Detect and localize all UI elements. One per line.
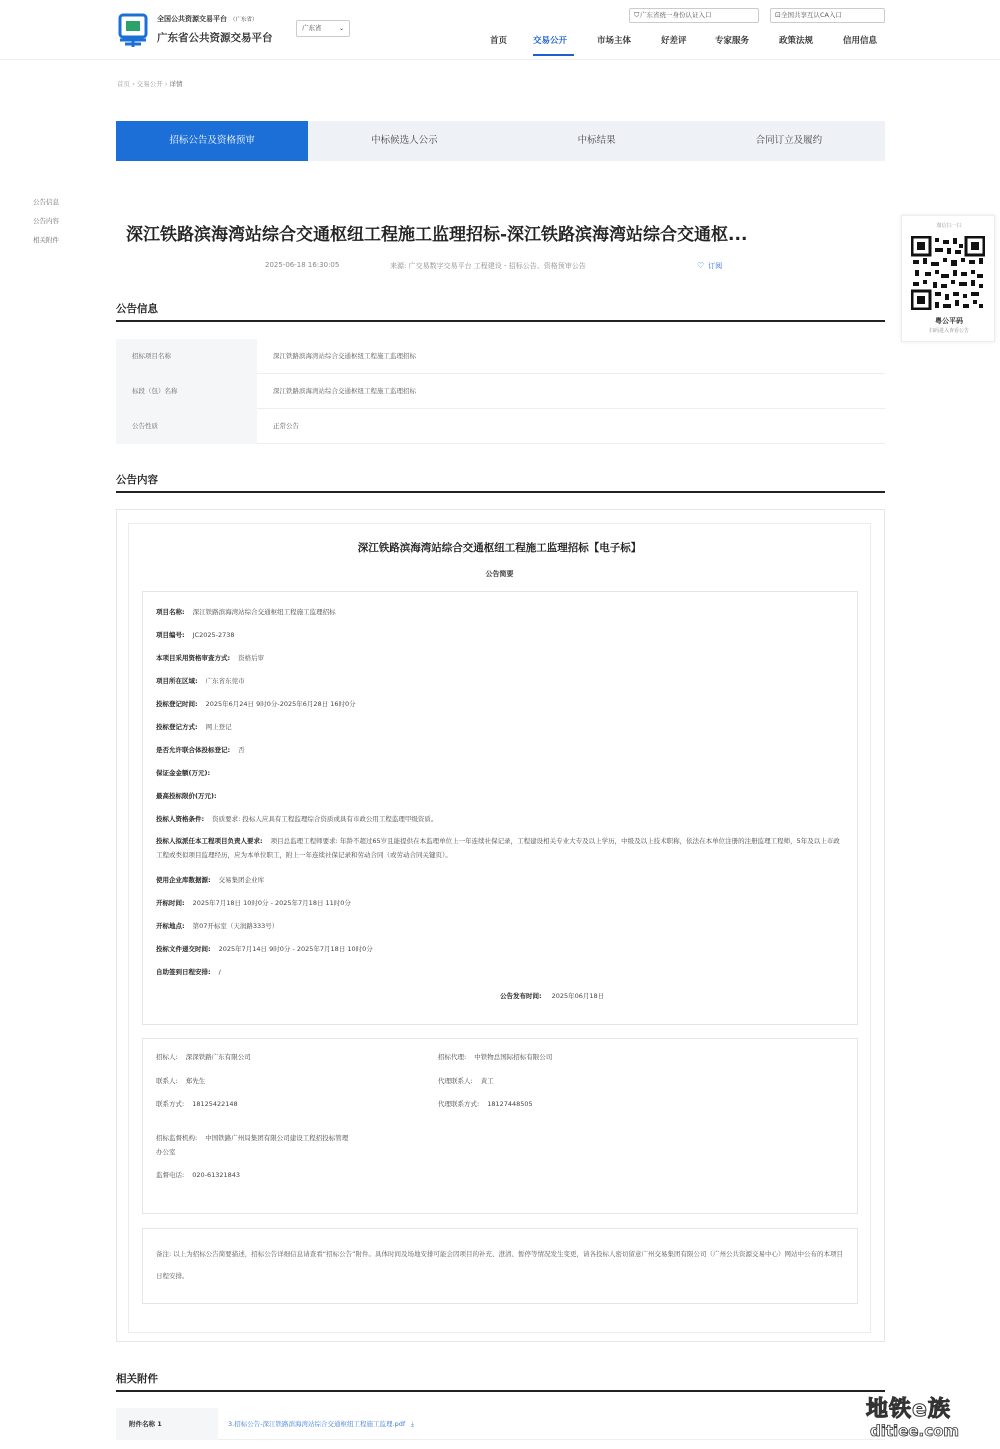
- tenderer: [156, 1052, 251, 1061]
- download-icon[interactable]: ⤓: [411, 1420, 415, 1428]
- info-row-key: 招标项目名称: [116, 339, 257, 374]
- tab-tender-notice[interactable]: 招标公告及资格预审: [116, 121, 308, 161]
- summary-line: [156, 814, 437, 823]
- summary-line: [156, 745, 245, 754]
- info-row-value: 深江铁路滨海湾站综合交通枢纽工程施工监理招标: [273, 352, 416, 360]
- attachment-row: [116, 1408, 885, 1440]
- gd-identity-auth-button[interactable]: [629, 8, 759, 23]
- site-subtitle-text: 全国公共资源交易平台: [157, 15, 227, 23]
- tenderer-label: 招标人:: [156, 1053, 178, 1061]
- manager-requirement-text: 项目总监理工程师要求: 年龄不超过65岁且能提供在本监理单位上一年连续社保记录，工程建设相关专业大专及以上学历，中级及以上技术职称，依法在本单位注册的注册监理工程师，5年及以上市政工程或类似项目监理经历，应为本单位职工，附上一年连续社保记录和劳动合同（或劳动合同关键页）。: [156, 837, 840, 859]
- tenderer-value: 深深铁路广东有限公司: [185, 1053, 251, 1061]
- summary-line-label: 本项目采用资格审查方式:: [156, 654, 231, 662]
- summary-line: [156, 676, 245, 685]
- agency-label: 招标代理:: [438, 1053, 467, 1061]
- supervisor-line2: 办公室: [156, 1148, 176, 1156]
- summary-line-label: 投标登记时间:: [156, 700, 198, 708]
- agency-value: 中铁物总国际招标有限公司: [474, 1053, 553, 1061]
- qr-top-label: 微信扫一扫: [936, 223, 962, 229]
- summary-line-value: /: [218, 968, 221, 976]
- summary-line: [156, 875, 264, 884]
- contact-person: [156, 1076, 205, 1085]
- tab-contract[interactable]: 合同订立及履约: [755, 135, 823, 146]
- manager-requirement-label: 投标人拟派任本工程项目负责人要求:: [156, 837, 263, 845]
- agency-phone: [438, 1099, 533, 1108]
- province-value: 广东省: [302, 24, 322, 32]
- summary-line-label: 项目编号:: [156, 631, 185, 639]
- heart-icon: ♡: [697, 261, 705, 270]
- summary-line-value: 2025年7月18日 10时0分 - 2025年7月18日 11时0分: [192, 899, 351, 907]
- page-title: 深江铁路滨海湾站综合交通枢纽工程施工监理招标-深江铁路滨海湾站综合交通枢...: [126, 225, 748, 245]
- agency-contact-label: 代理联系人:: [438, 1077, 473, 1085]
- qr-code-icon: [911, 236, 985, 310]
- info-row-key: 公告性质: [116, 409, 257, 444]
- agency-phone-value: 18127448505: [487, 1100, 533, 1108]
- summary-line: [156, 967, 221, 976]
- summary-line: [156, 722, 232, 731]
- summary-line-value: 交易集团企业库: [218, 876, 265, 884]
- shield-icon: ⛉: [634, 11, 640, 19]
- summary-line-value: 否: [238, 746, 245, 754]
- announcement-subtitle: 公告简要: [485, 570, 514, 578]
- supervisor-value: 中国铁路广州局集团有限公司建设工程招投标管理: [205, 1134, 349, 1142]
- site-logo[interactable]: [117, 12, 149, 48]
- summary-line-value: 网上登记: [205, 723, 232, 731]
- nav-active-indicator: [533, 54, 574, 56]
- gd-identity-auth-label: 广东省统一身份认证入口: [640, 11, 712, 19]
- summary-line-label: 项目名称:: [156, 608, 185, 616]
- publish-date-value: 2025年06月18日: [551, 992, 605, 1000]
- info-row: [116, 339, 885, 374]
- summary-line: [156, 607, 336, 616]
- site-header: [0, 0, 1000, 60]
- site-subtitle: [157, 14, 258, 24]
- nav-market-entity[interactable]: 市场主体: [597, 36, 632, 46]
- subscribe-button[interactable]: [697, 261, 722, 271]
- nav-trade-public[interactable]: 交易公开: [533, 36, 568, 46]
- site-subtitle-tag: （广东省）: [230, 17, 258, 23]
- agency: [438, 1052, 552, 1061]
- summary-line-label: 投标登记方式:: [156, 723, 198, 731]
- breadcrumb-separator: ›: [132, 80, 137, 88]
- watermark-url: ditiee.com: [870, 1422, 960, 1440]
- summary-line: [156, 944, 373, 953]
- watermark-logo: 地铁e族: [866, 1397, 951, 1422]
- supervisor-phone: [156, 1170, 240, 1179]
- announcement-title: 深江铁路滨海湾站综合交通枢纽工程施工监理招标【电子标】: [357, 542, 642, 554]
- contact-person-value: 郑先生: [185, 1077, 206, 1085]
- tab-award-result[interactable]: 中标结果: [577, 135, 616, 146]
- section-title-attachments: 相关附件: [116, 1373, 158, 1385]
- contact-phone-value: 18125422148: [192, 1100, 238, 1108]
- summary-line-label: 投标文件递交时间:: [156, 945, 211, 953]
- agency-contact-value: 黄工: [480, 1077, 494, 1085]
- summary-line-value: 资质要求: 投标人应具有工程监理综合资质或具有市政公用工程监理甲级资质。: [212, 815, 438, 823]
- supervisor-phone-value: 020-61321843: [192, 1171, 241, 1179]
- summary-line-label: 自助签到日程安排:: [156, 968, 211, 976]
- info-row: [116, 409, 885, 444]
- summary-line-label: 开标地点:: [156, 922, 185, 930]
- summary-line: [156, 768, 218, 777]
- summary-line-value: 2025年7月14日 9时0分 - 2025年7月18日 10时0分: [218, 945, 373, 953]
- nav-rating[interactable]: 好差评: [661, 36, 687, 46]
- stage-tabs: [116, 121, 885, 161]
- publish-date-label: 公告发布时间:: [500, 992, 542, 1000]
- subscribe-label: 订阅: [708, 262, 723, 270]
- info-row-value: 正常公告: [273, 422, 299, 430]
- side-nav-info[interactable]: 公告信息: [33, 198, 59, 206]
- breadcrumb-separator: ›: [164, 80, 170, 88]
- section-divider: [116, 1390, 885, 1392]
- summary-line-label: 项目所在区域:: [156, 677, 198, 685]
- contact-person-label: 联系人:: [156, 1077, 178, 1085]
- summary-line-label: 开标时间:: [156, 899, 185, 907]
- publish-date: [500, 991, 604, 1000]
- section-divider: [116, 320, 885, 322]
- province-select[interactable]: [296, 20, 350, 37]
- summary-line: [156, 921, 278, 930]
- qr-caption-sub: 扫码进入查看公告: [928, 328, 969, 334]
- summary-line-label: 投标人资格条件:: [156, 815, 205, 823]
- summary-line-label: 保证金金额(万元):: [156, 769, 211, 777]
- publish-datetime: 2025-06-18 16:30:05: [265, 261, 340, 269]
- breadcrumb-home[interactable]: 首页: [117, 80, 130, 88]
- info-row-value: 深江铁路滨海湾站综合交通枢纽工程施工监理招标: [273, 387, 416, 395]
- source-text: 来源: 广交易数字交易平台 工程建设 - 招标公告、资格预审公告: [390, 262, 586, 270]
- summary-line: [156, 791, 225, 800]
- contact-phone-label: 联系方式:: [156, 1100, 185, 1108]
- ca-auth-label: 全国共享互认CA入口: [781, 11, 842, 19]
- qr-caption: 粤公平码: [935, 317, 963, 325]
- info-row-key: 标段（包）名称: [116, 374, 257, 409]
- side-nav-content[interactable]: 公告内容: [33, 217, 59, 225]
- site-title: 广东省公共资源交易平台: [157, 32, 273, 44]
- summary-line: [156, 898, 351, 907]
- section-title-info: 公告信息: [116, 303, 158, 315]
- summary-line-label: 使用企业库数据源:: [156, 876, 211, 884]
- supervisor-phone-label: 监督电话:: [156, 1171, 185, 1179]
- attachment-label: 附件名称 1: [116, 1408, 218, 1440]
- nav-home[interactable]: 首页: [490, 36, 508, 46]
- note-text: 备注: 以上为招标公告简要描述，招标公告详细信息请查看“招标公告”附件。具体时间及场地安排可能会因项目的补充、澄清、暂停等情况发生变更，请各投标人密切留意广州交易集团有限公司（广州公共资源交易中心）网站中公布的本项目日程安排。: [156, 1250, 843, 1280]
- attachment-link[interactable]: [228, 1408, 414, 1440]
- info-row: [116, 374, 885, 409]
- nav-credit[interactable]: 信用信息: [843, 36, 878, 46]
- summary-line-value: 资格后审: [238, 654, 265, 662]
- nav-expert-service[interactable]: 专家服务: [715, 36, 750, 46]
- nav-policy[interactable]: 政策法规: [779, 36, 814, 46]
- summary-line: [156, 653, 264, 662]
- breadcrumb: [117, 79, 183, 88]
- chevron-down-icon: ⌄: [338, 25, 344, 32]
- tab-candidate-notice[interactable]: 中标候选人公示: [371, 135, 438, 146]
- contacts-box: [142, 1038, 858, 1214]
- breadcrumb-trade-public[interactable]: 交易公开: [136, 80, 163, 88]
- summary-line-value: JC2025-2738: [192, 631, 235, 639]
- qr-card: [901, 215, 995, 342]
- summary-line-value: 第07开标室（天润路333号）: [192, 922, 279, 930]
- section-divider: [116, 491, 885, 493]
- agency-contact: [438, 1076, 494, 1085]
- supervisor-label: 招标监督机构:: [156, 1134, 198, 1142]
- summary-line-value: 广东省东莞市: [205, 677, 245, 685]
- side-nav-attachments[interactable]: 相关附件: [33, 236, 59, 244]
- supervisor: [156, 1133, 348, 1142]
- ca-auth-button[interactable]: [770, 8, 885, 23]
- breadcrumb-current: 详情: [169, 80, 183, 88]
- contact-phone: [156, 1099, 238, 1108]
- summary-line-value: 2025年6月24日 9时0分-2025年6月28日 16时0分: [205, 700, 356, 708]
- summary-line-label: 最高投标限价(万元):: [156, 792, 217, 800]
- summary-line-label: 是否允许联合体投标登记:: [156, 746, 231, 754]
- summary-line-value: 深江铁路滨海湾站综合交通枢纽工程施工监理招标: [192, 608, 336, 616]
- attachment-filename[interactable]: 3.招标公告-深江铁路滨海湾站综合交通枢纽工程施工监理.pdf: [228, 1420, 406, 1428]
- agency-phone-label: 代理联系方式:: [438, 1100, 480, 1108]
- section-title-content: 公告内容: [116, 474, 158, 486]
- summary-line: [156, 699, 356, 708]
- summary-line: [156, 630, 235, 639]
- manager-requirement: [156, 834, 846, 862]
- lock-icon: ⊡: [775, 11, 781, 19]
